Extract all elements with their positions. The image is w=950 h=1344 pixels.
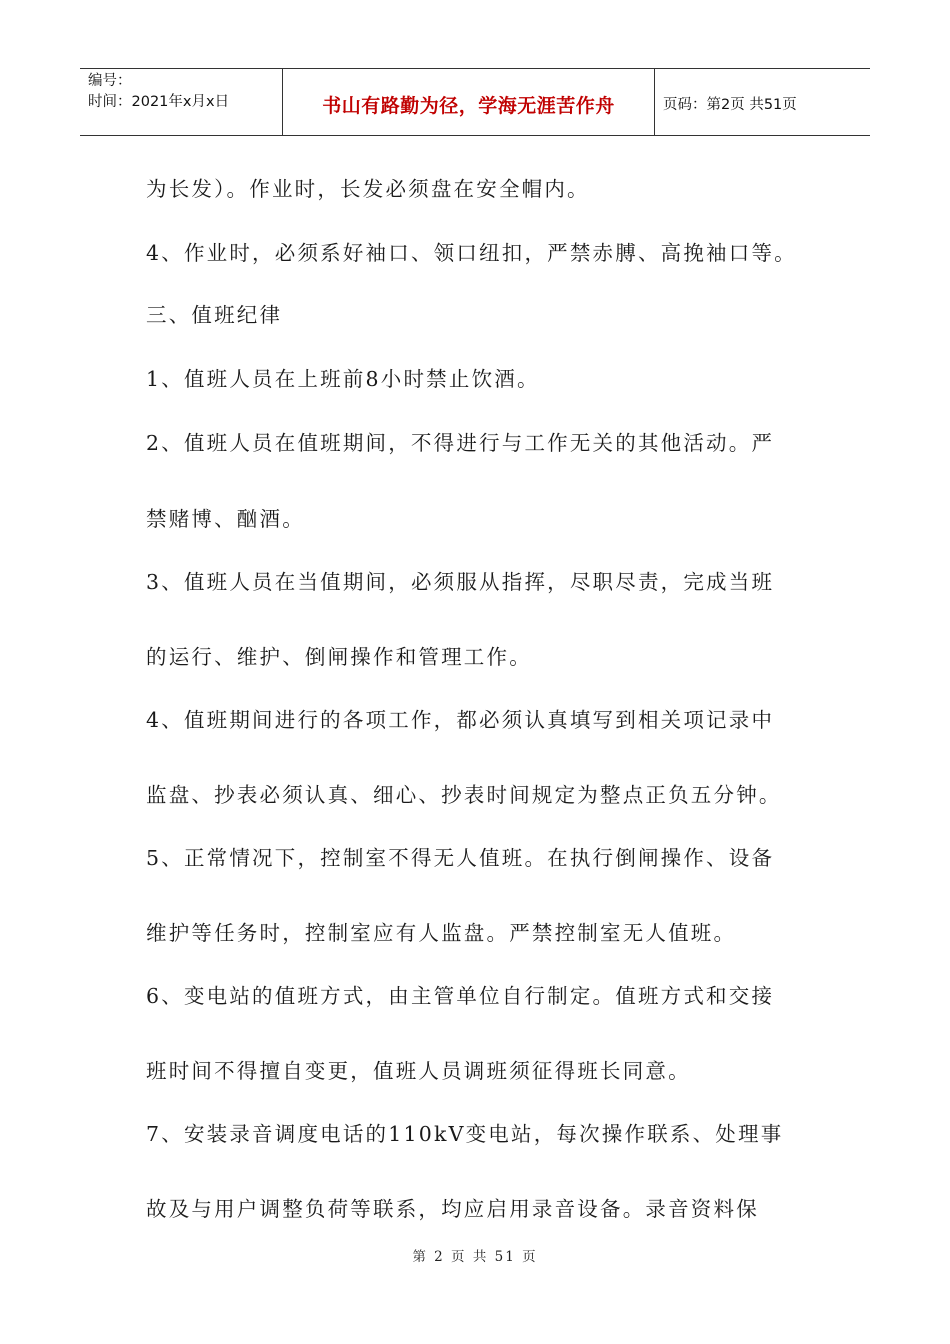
- body-line: 4、值班期间进行的各项工作，都必须认真填写到相关项记录中: [146, 708, 775, 732]
- body-line: 1、值班人员在上班前8小时禁止饮酒。: [146, 367, 540, 391]
- header-meta-cell: [80, 69, 283, 135]
- body-line: 5、正常情况下，控制室不得无人值班。在执行倒闸操作、设备: [146, 846, 775, 870]
- body-line: 禁赌博、酗酒。: [146, 507, 305, 531]
- document-number-label: 编号：: [88, 73, 132, 89]
- header-page-code: 页码：第2页 共51页: [663, 96, 797, 113]
- body-line: 6、变电站的值班方式，由主管单位自行制定。值班方式和交接: [146, 984, 775, 1008]
- section-heading: 三、值班纪律: [146, 303, 283, 327]
- page-header: [80, 68, 870, 136]
- document-date-label: 时间：2021年x月x日: [88, 94, 230, 110]
- body-line: 故及与用户调整负荷等联系，均应启用录音设备。录音资料保: [146, 1197, 759, 1221]
- body-line: 的运行、维护、倒闸操作和管理工作。: [146, 645, 532, 669]
- body-line: 4、作业时，必须系好袖口、领口纽扣，严禁赤膊、高挽袖口等。: [146, 241, 797, 265]
- header-motto: 书山有路勤为径，学海无涯苦作舟: [283, 69, 655, 135]
- body-line: 2、值班人员在值班期间，不得进行与工作无关的其他活动。严: [146, 431, 775, 455]
- body-line: 为长发）。作业时，长发必须盘在安全帽内。: [146, 177, 590, 201]
- body-line: 维护等任务时，控制室应有人监盘。严禁控制室无人值班。: [146, 921, 737, 945]
- body-line: 班时间不得擅自变更，值班人员调班须征得班长同意。: [146, 1059, 691, 1083]
- body-line: 7、安装录音调度电话的110kV变电站，每次操作联系、处理事: [146, 1122, 784, 1146]
- body-line: 3、值班人员在当值期间，必须服从指挥，尽职尽责，完成当班: [146, 570, 775, 594]
- page-footer: 第 2 页 共 51 页: [412, 1249, 538, 1265]
- body-line: 监盘、抄表必须认真、细心、抄表时间规定为整点正负五分钟。: [146, 783, 782, 807]
